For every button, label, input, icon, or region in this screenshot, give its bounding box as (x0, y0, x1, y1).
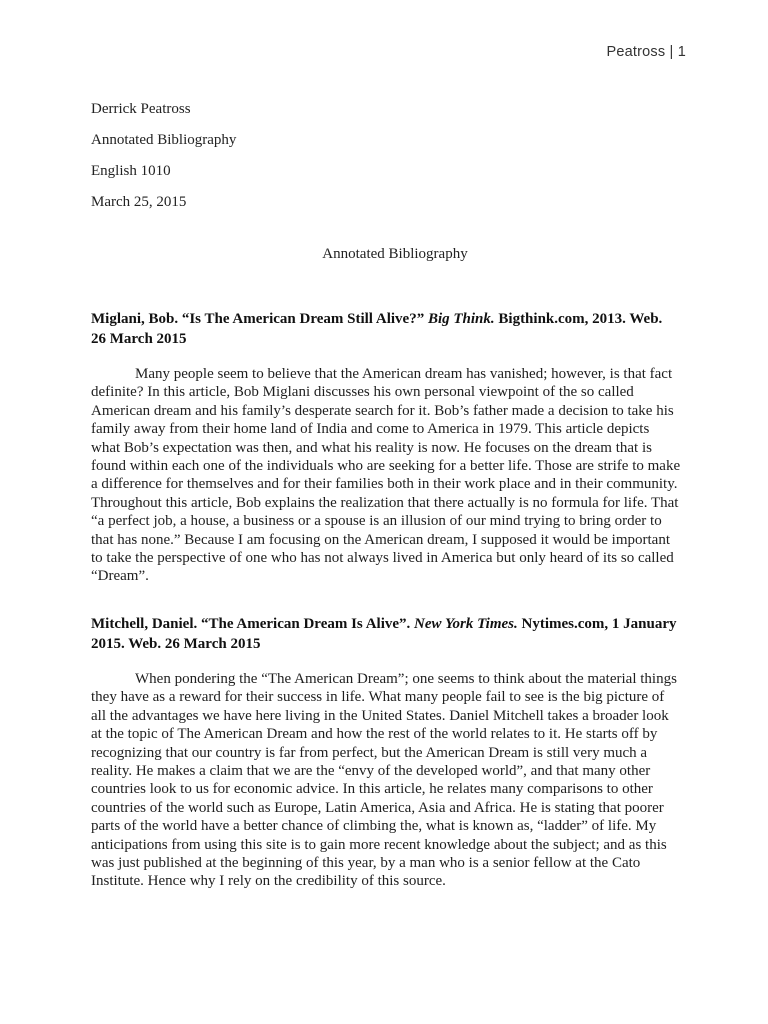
citation-prefix: Miglani, Bob. “Is The American Dream Still Alive?” (91, 311, 428, 327)
annotation-paragraph: Many people seem to believe that the American dream has vanished; however, is that fact definite? In this article, Bob Miglani discusses his own personal viewpoint of the so called American dream and his family’s desperate search for it. Bob’s father made a decision to take his family away from their home land of India and come to America in 1979. This article depicts what Bob’s expectation was then, and what his reality is now. He focuses on the dream that is found within each one of the individuals who are seeking for a better life. Those are strife to make a difference for themselves and for their families both in their work place and in their community. Throughout this article, Bob explains the realization that there actually is no formula for life. That “a perfect job, a house, a business or a spouse is an illusion of our mind trying to bring order to that has none.” Because I am focusing on the American dream, I supposed it would be important to take the perspective of one who has not always lived in America but only heard of its so called “Dream”. (91, 366, 681, 585)
citation (91, 614, 681, 654)
running-head: Peatross | 1 (606, 44, 686, 60)
document-date: March 25, 2015 (91, 194, 187, 210)
course-name: English 1010 (91, 163, 171, 179)
citation-suffix: Bigthink.com, 2013. Web. 26 March 2015 (91, 311, 663, 347)
citation-prefix: Mitchell, Daniel. “The American Dream Is Alive”. (91, 616, 415, 632)
assignment-name: Annotated Bibliography (91, 132, 237, 148)
citation (91, 309, 681, 349)
citation-source: Big Think. (427, 311, 495, 327)
annotation-paragraph: When pondering the “The American Dream”; one seems to think about the material things they have as a reward for their success in life. What many people fail to see is the big picture of all the advantages we have here living in the United States. Daniel Mitchell takes a broader look at the topic of The American Dream and how the rest of the world relates to it. He starts off by recognizing that our country is far from perfect, but the American Dream is still very much a reality. He makes a claim that we are the “envy of the developed world”, and that many other countries look to us for economic advice. In this article, he relates many comparisons to other countries of the world such as Europe, Latin America, Asia and Africa. He is stating that poorer parts of the world have a better chance of climbing the, what is known as, “ladder” of life. My anticipations from using this site is to gain more recent knowledge about the subject; and as this was just published at the beginning of this year, by a man who is a senior fellow at the Cato Institute. Hence why I rely on the credibility of this source. (91, 671, 677, 890)
author-name: Derrick Peatross (91, 101, 191, 117)
citation-source: New York Times. (414, 616, 518, 632)
document-title: Annotated Bibliography (322, 246, 468, 262)
bibliography-entry (91, 309, 681, 586)
mla-heading (91, 94, 236, 218)
bibliography-entry (91, 614, 681, 891)
citation-suffix: Nytimes.com, 1 January 2015. Web. 26 March 2015 (91, 616, 677, 652)
